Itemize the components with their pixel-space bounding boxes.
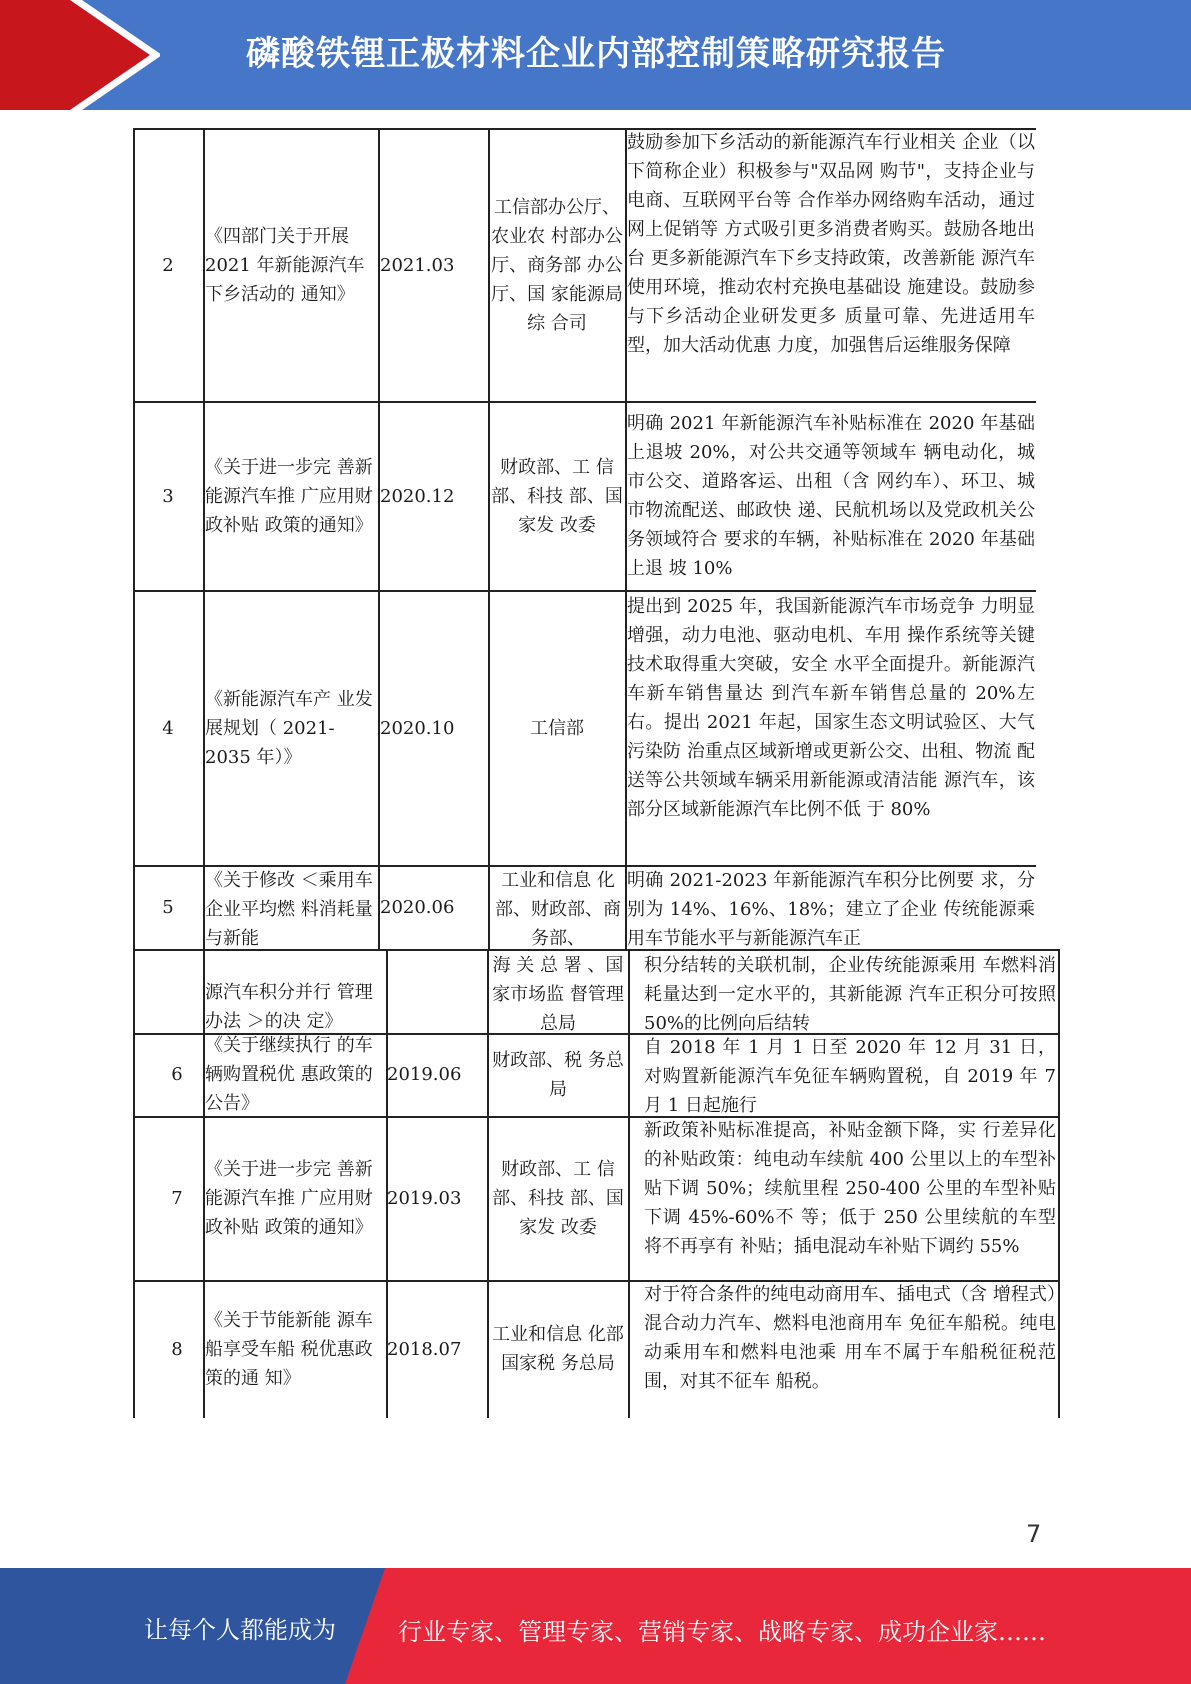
table-cell-content: 明确 2021-2023 年新能源汽车积分比例要 求，分别为 14%、16%、18%；建立了企业 传统能源乘用车节能水平与新能源汽车正 — [627, 870, 1035, 949]
footer-slogan-left: 让每个人都能成为 — [144, 1616, 336, 1644]
table-cell-dept: 工信部办公厅、农业农 村部办公厅、商务部 办公厅、国 家能源局综 合司 — [491, 196, 623, 334]
table-cell-name: 源汽车积分并行 管理办法 ＞的决 定》 — [205, 982, 373, 1032]
table-border — [133, 949, 1059, 951]
table-border — [487, 949, 489, 1418]
table-cell-no: 3 — [162, 485, 174, 507]
table-cell-dept: 海 关 总 署 、国家市场监 督管理总局 — [492, 955, 624, 1033]
table-cell-date: 2020.12 — [380, 485, 455, 507]
page-header — [0, 0, 1191, 110]
table-cell-name: 《关于继续执行 的车辆购置税优 惠政策的公告》 — [205, 1035, 373, 1114]
table-cell-name: 《关于进一步完 善新能源汽车推 广应用财政补贴 政策的通知》 — [205, 456, 373, 536]
table-border — [203, 949, 205, 1418]
table-cell-date: 2020.10 — [380, 717, 455, 739]
table-border — [488, 128, 490, 949]
table-cell-content: 提出到 2025 年，我国新能源汽车市场竞争 力明显增强，动力电池、驱动电机、车用 操作系统等关键技术取得重大突破，安全 水平全面提升。新能源汽车新车销售量达 到汽车新车销售总量的 20%左右。提出 2021 年起，国家生态文明试验区、大气污染防 治重点区域新增或更新公交、出租、物流 配送等公共领域车辆采用新能源或清洁能 源汽车，该部分区域新能源汽车比例不低 于 80% — [627, 596, 1035, 820]
table-cell-content: 明确 2021 年新能源汽车补贴标准在 2020 年基础上退坡 20%，对公共交通等领域车 辆电动化，城市公交、道路客运、出租（含 网约车）、环卫、城市物流配送、邮政快 递、民航机场以及党政机关公务领域符合 要求的车辆，补贴标准在 2020 年基础上退 坡 10% — [627, 413, 1035, 579]
table-cell-name: 《关于进一步完 善新能源汽车推 广应用财政补贴 政策的通知》 — [205, 1158, 373, 1238]
report-title: 磷酸铁锂正极材料企业内部控制策略研究报告 — [246, 34, 946, 74]
table-cell-dept: 财政部、工 信部、科技 部、国家发 改委 — [491, 456, 623, 536]
table-border — [378, 128, 380, 949]
table-cell-no: 2 — [162, 254, 174, 276]
table-border — [386, 949, 388, 1418]
table-cell-name: 《关于节能新能 源车船享受车船 税优惠政策的通 知》 — [205, 1309, 373, 1389]
table-cell-dept: 财政部、工 信部、科技 部、国家发 改委 — [492, 1158, 624, 1238]
table-border — [133, 865, 1036, 867]
footer-slogan-right: 行业专家、管理专家、营销专家、战略专家、成功企业家…… — [398, 1618, 1046, 1646]
table-border — [133, 1116, 1059, 1118]
table-cell-date: 2021.03 — [380, 254, 455, 276]
table-cell-dept: 工业和信息 化部、财政部、商务部、 — [495, 870, 621, 949]
table-cell-no: 6 — [171, 1064, 183, 1085]
table-cell-dept: 工信部 — [530, 717, 584, 739]
table-border — [628, 949, 630, 1418]
table-border — [133, 1280, 1059, 1282]
table-border — [133, 590, 1036, 592]
table-border — [133, 128, 1036, 130]
table-cell-no: 4 — [162, 717, 174, 739]
table-border — [1058, 949, 1060, 1418]
table-border — [133, 128, 135, 949]
table-cell-name: 《新能源汽车产 业发展规划（ 2021-2035 年）》 — [205, 688, 373, 768]
table-border — [133, 949, 135, 1418]
table-border — [133, 1033, 1059, 1035]
table-cell-content: 积分结转的关联机制，企业传统能源乘用 车燃料消耗量达到一定水平的，其新能源 汽车正积分可按照 50%的比例向后结转 — [644, 955, 1056, 1033]
table-border — [133, 401, 1036, 403]
table-cell-date: 2019.03 — [387, 1187, 462, 1209]
page-number: 7 — [1026, 1520, 1042, 1548]
table-cell-no: 8 — [171, 1338, 183, 1360]
table-cell-no: 7 — [171, 1187, 183, 1209]
table-cell-date: 2018.07 — [387, 1338, 462, 1360]
table-cell-content: 自 2018 年 1 月 1 日至 2020 年 12 月 31 日， 对购置新能源汽车免征车辆购置税，自 2019 年 7 月 1 日起施行 — [644, 1037, 1056, 1116]
table-cell-date: 2019.06 — [387, 1064, 462, 1085]
table-cell-no: 5 — [162, 897, 174, 918]
table-cell-name: 《关于修改 ＜乘用车企业平均燃 料消耗量与新能 — [205, 870, 373, 949]
header-red-chevron-icon — [0, 0, 160, 110]
table-cell-name: 《四部门关于开展 2021 年新能源汽车下乡活动的 通知》 — [205, 225, 365, 305]
table-cell-dept: 财政部、税 务总局 — [492, 1049, 624, 1100]
table-cell-content: 对于符合条件的纯电动商用车、插电式（含 增程式）混合动力汽车、燃料电池商用车 免征车船税。纯电动乘用车和燃料电池乘 用车不属于车船税征税范围，对其不征车 船税。 — [644, 1284, 1056, 1390]
table-cell-content: 新政策补贴标准提高，补贴金额下降，实 行差异化的补贴政策：纯电动车续航 400 公里以上的车型补贴下调 50%；续航里程 250-400 公里的车型补贴下调 45%-60%不 等；低于 250 公里续航的车型将不再享有 补贴；插电混动车补贴下调约 55% — [644, 1120, 1056, 1257]
table-border — [203, 128, 205, 949]
table-cell-date: 2020.06 — [380, 897, 455, 918]
table-cell-dept: 工业和信息 化部国家税 务总局 — [492, 1324, 624, 1374]
table-border — [625, 128, 627, 949]
table-cell-content: 鼓励参加下乡活动的新能源汽车行业相关 企业（以下简称企业）积极参与"双品网 购节"，支持企业与电商、互联网平台等 合作举办网络购车活动，通过网上促销等 方式吸引更多消费者购买。鼓励各地出台 更多新能源汽车下乡支持政策，改善新能 源汽车使用环境，推动农村充换电基础设 施建设。鼓励参与下乡活动企业研发更多 质量可靠、先进适用车型，加大活动优惠 力度，加强售后运维服务保障 — [627, 132, 1035, 356]
